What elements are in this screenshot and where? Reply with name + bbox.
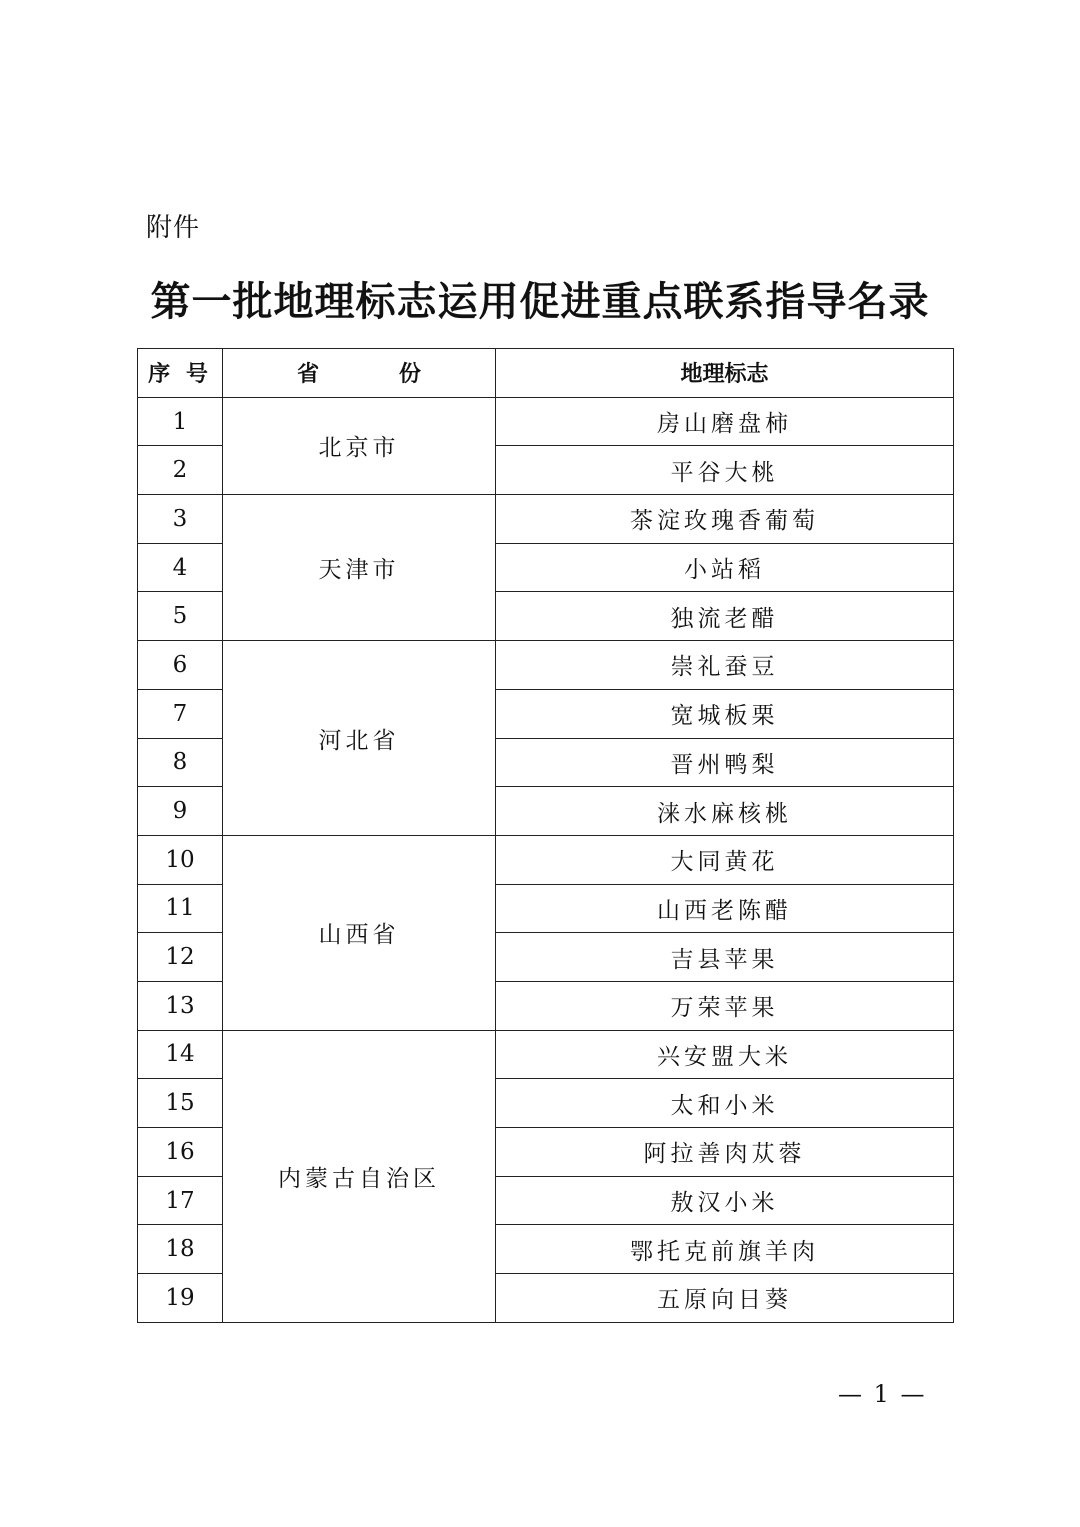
gi-name-cell: 涞水麻核桃: [496, 787, 954, 836]
row-number: 17: [138, 1176, 223, 1225]
header-province: 省 份: [223, 349, 496, 398]
table-row: [138, 641, 954, 690]
gi-name-cell: 晋州鸭梨: [496, 738, 954, 787]
header-gi: 地理标志: [496, 349, 954, 398]
gi-name-cell: 敖汉小米: [496, 1176, 954, 1225]
row-number: 12: [138, 933, 223, 982]
gi-name-cell: 五原向日葵: [496, 1274, 954, 1323]
gi-name-cell: 太和小米: [496, 1079, 954, 1128]
row-number: 11: [138, 884, 223, 933]
row-number: 6: [138, 641, 223, 690]
gi-name-cell: 阿拉善肉苁蓉: [496, 1128, 954, 1177]
gi-name-cell: 鄂托克前旗羊肉: [496, 1225, 954, 1274]
province-cell: 天津市: [223, 495, 496, 641]
row-number: 7: [138, 689, 223, 738]
gi-name-cell: 山西老陈醋: [496, 884, 954, 933]
table-row: [138, 835, 954, 884]
province-cell: 北京市: [223, 397, 496, 494]
annex-label: 附件: [146, 213, 201, 243]
province-cell: 河北省: [223, 641, 496, 836]
row-number: 10: [138, 835, 223, 884]
table-row: [138, 1030, 954, 1079]
row-number: 1: [138, 397, 223, 446]
table-body: [138, 397, 954, 1322]
row-number: 4: [138, 543, 223, 592]
gi-name-cell: 小站稻: [496, 543, 954, 592]
gi-name-cell: 万荣苹果: [496, 981, 954, 1030]
row-number: 13: [138, 981, 223, 1030]
page-title: 第一批地理标志运用促进重点联系指导名录: [150, 279, 930, 325]
gi-name-cell: 吉县苹果: [496, 933, 954, 982]
row-number: 8: [138, 738, 223, 787]
gi-name-cell: 兴安盟大米: [496, 1030, 954, 1079]
gi-name-cell: 房山磨盘柿: [496, 397, 954, 446]
row-number: 15: [138, 1079, 223, 1128]
table-row: [138, 397, 954, 446]
row-number: 14: [138, 1030, 223, 1079]
gi-name-cell: 茶淀玫瑰香葡萄: [496, 495, 954, 544]
row-number: 9: [138, 787, 223, 836]
gi-table: [137, 348, 954, 1323]
row-number: 19: [138, 1274, 223, 1323]
province-cell: 内蒙古自治区: [223, 1030, 496, 1322]
row-number: 18: [138, 1225, 223, 1274]
row-number: 2: [138, 446, 223, 495]
row-number: 3: [138, 495, 223, 544]
gi-name-cell: 大同黄花: [496, 835, 954, 884]
header-no: 序 号: [138, 349, 223, 398]
province-cell: 山西省: [223, 835, 496, 1030]
page-number: — 1 —: [838, 1380, 927, 1408]
table-header-row: [138, 349, 954, 398]
gi-name-cell: 宽城板栗: [496, 689, 954, 738]
row-number: 16: [138, 1128, 223, 1177]
gi-name-cell: 独流老醋: [496, 592, 954, 641]
row-number: 5: [138, 592, 223, 641]
gi-name-cell: 崇礼蚕豆: [496, 641, 954, 690]
table-row: [138, 495, 954, 544]
gi-name-cell: 平谷大桃: [496, 446, 954, 495]
